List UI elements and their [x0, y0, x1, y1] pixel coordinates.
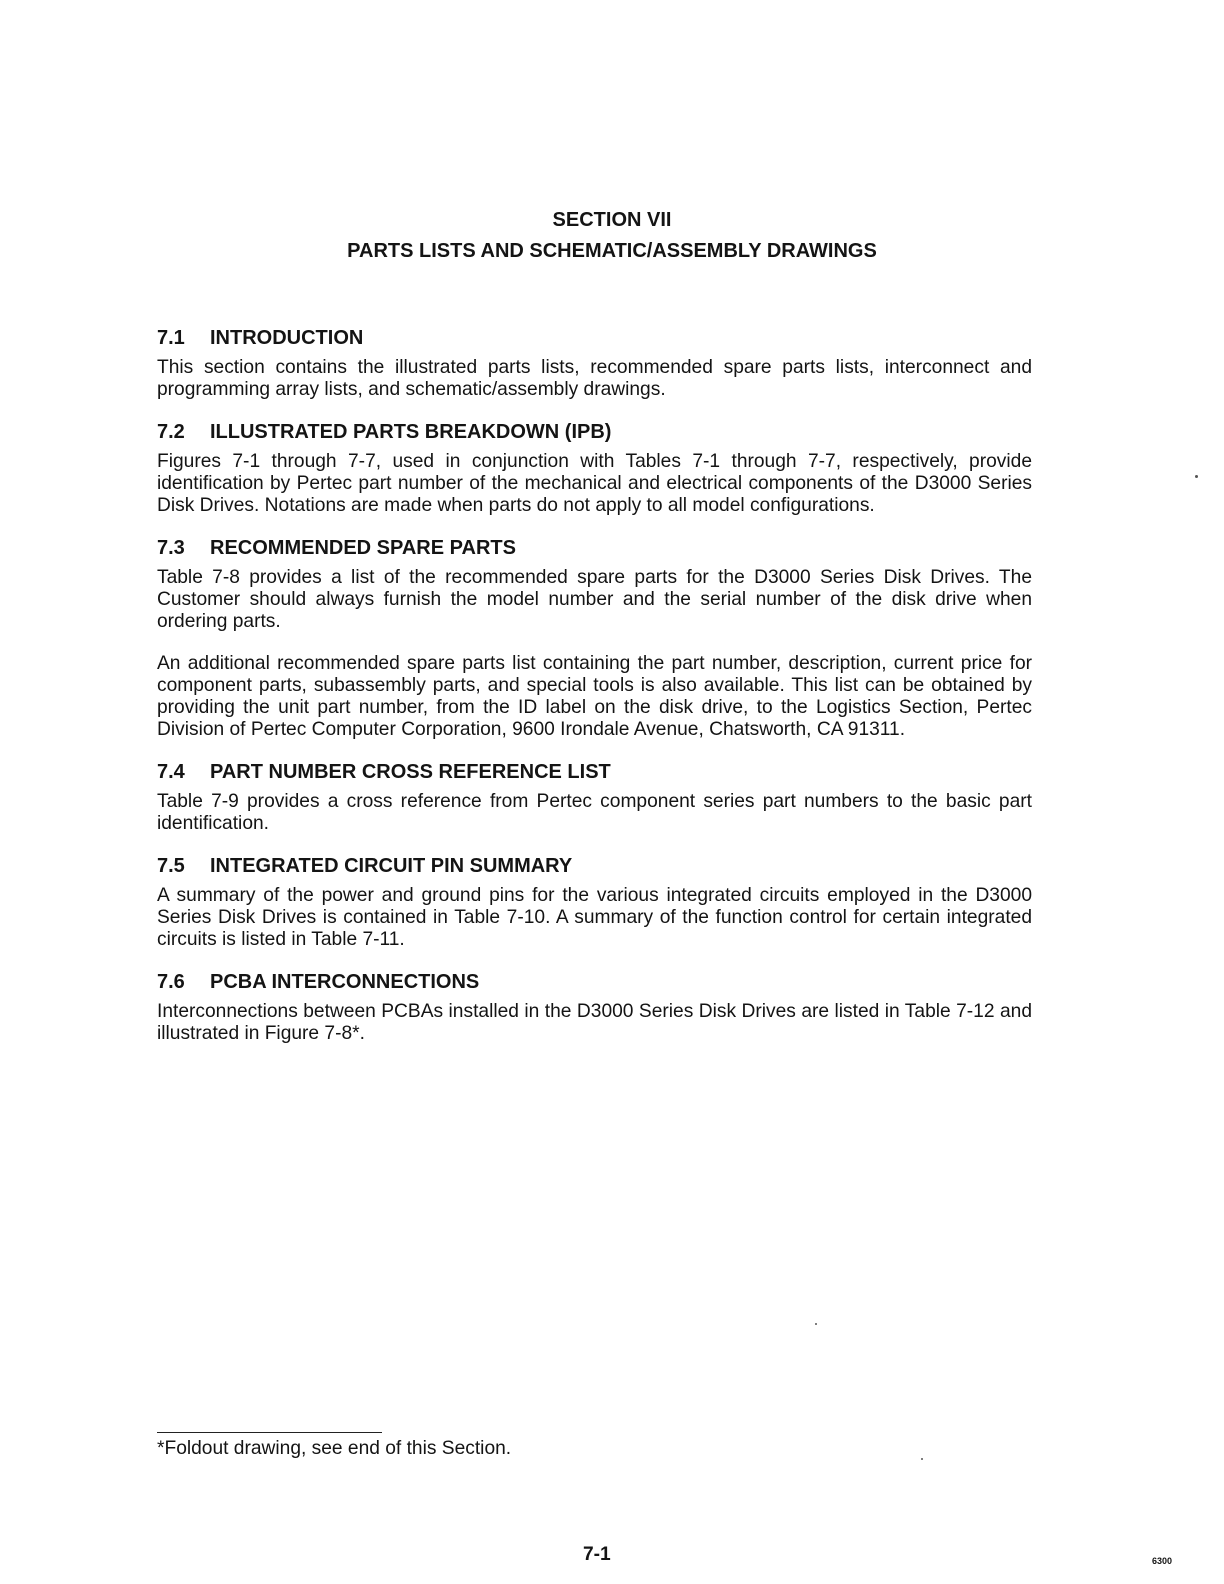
scan-speck	[815, 1323, 817, 1325]
paragraph: Table 7-8 provides a list of the recommended spare parts for the D3000 Series Disk Drives. The Customer should always furnish the model number and the serial number of the disk drive when ordering parts.	[157, 567, 1032, 632]
section-number: 7.5	[157, 855, 185, 877]
paragraph: Interconnections between PCBAs installed in the D3000 Series Disk Drives are listed in Table 7-12 and illustrated in Figure 7-8*.	[157, 1001, 1032, 1044]
document-code: 6300	[1152, 1556, 1173, 1566]
footnote: *Foldout drawing, see end of this Section.	[157, 1438, 512, 1459]
section-heading-title: INTRODUCTION	[210, 327, 364, 349]
section-heading-title: PART NUMBER CROSS REFERENCE LIST	[210, 761, 611, 783]
scan-speck	[1195, 475, 1198, 478]
section-subtitle: PARTS LISTS AND SCHEMATIC/ASSEMBLY DRAWINGS	[347, 240, 877, 262]
section-number: 7.3	[157, 537, 185, 559]
paragraph: An additional recommended spare parts list containing the part number, description, current price for component parts, subassembly parts, and special tools is also available. This list can be obtained by providing the unit part number, from the ID label on the disk drive, to the Logistics Section, Pertec Division of Pertec Computer Corporation, 9600 Irondale Avenue, Chatsworth, CA 91311.	[157, 653, 1032, 740]
section-number: 7.4	[157, 761, 185, 783]
paragraph: A summary of the power and ground pins for the various integrated circuits employed in the D3000 Series Disk Drives is contained in Table 7-10. A summary of the function control for certain integrated circuits is listed in Table 7-11.	[157, 885, 1032, 950]
paragraph: Table 7-9 provides a cross reference from Pertec component series part numbers to the basic part identification.	[157, 791, 1032, 834]
section-heading-title: INTEGRATED CIRCUIT PIN SUMMARY	[210, 855, 573, 877]
paragraph: Figures 7-1 through 7-7, used in conjunction with Tables 7-1 through 7-7, respectively, provide identification by Pertec part number of the mechanical and electrical components of the D3000 Series Disk Drives. Notations are made when parts do not apply to all model configurations.	[157, 451, 1032, 516]
section-heading-7-1	[157, 327, 1032, 350]
section-heading-title: RECOMMENDED SPARE PARTS	[210, 537, 516, 559]
section-heading-title: ILLUSTRATED PARTS BREAKDOWN (IPB)	[210, 421, 612, 443]
section-heading-7-4	[157, 761, 1032, 784]
section-title: SECTION VII	[552, 209, 672, 231]
section-heading-7-5	[157, 855, 1032, 878]
section-number: 7.1	[157, 327, 185, 349]
paragraph: This section contains the illustrated parts lists, recommended spare parts lists, interconnect and programming array lists, and schematic/assembly drawings.	[157, 357, 1032, 400]
section-heading-7-6	[157, 971, 1032, 994]
scan-speck	[921, 1458, 923, 1460]
section-number: 7.6	[157, 971, 185, 993]
footnote-divider	[157, 1432, 382, 1433]
section-heading-title: PCBA INTERCONNECTIONS	[210, 971, 480, 993]
section-number: 7.2	[157, 421, 185, 443]
section-heading-7-2	[157, 421, 1032, 444]
page-number: 7-1	[583, 1544, 611, 1565]
body-content	[157, 327, 1032, 1065]
section-heading-7-3	[157, 537, 1032, 560]
